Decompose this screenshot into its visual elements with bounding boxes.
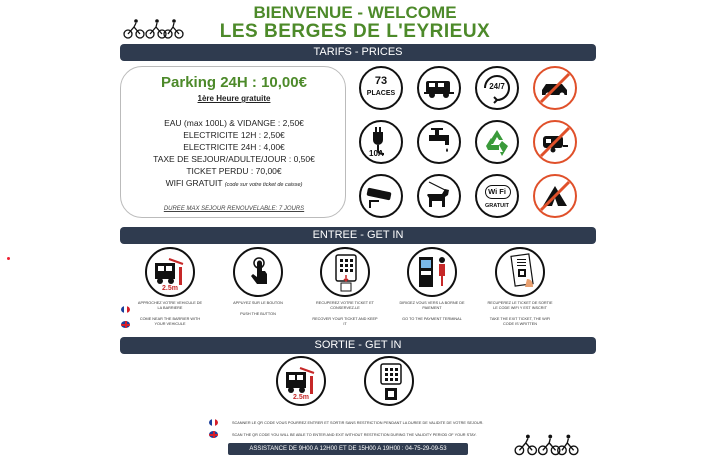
wifi-icon-sub: GRATUIT bbox=[484, 203, 510, 209]
price-line: ELECTRICITE 12H : 2,50€ bbox=[183, 130, 285, 140]
french-flag-icon bbox=[209, 419, 218, 426]
entree-step-ticket bbox=[311, 247, 379, 327]
sortie-text-en: SCAN THE QR CODE YOU WILL BE ABLE TO ENTER AND EXIT WITHOUT RESTRICTION DURING THE VALIDITY PERIOD OF YOUR STAY. bbox=[232, 433, 477, 437]
ticket-machine-icon bbox=[320, 247, 370, 297]
uk-flag-icon bbox=[209, 431, 218, 438]
price-line: EAU (max 100L) & VIDANGE : 2,50€ bbox=[164, 118, 304, 128]
pricing-panel bbox=[120, 66, 346, 218]
wifi-icon-label: Wi Fi bbox=[488, 187, 506, 196]
step-text-fr: APPROCHEZ VOTRE VEHICULE DE LA BARRIERE bbox=[137, 301, 203, 310]
height-limit-label: 2.5m bbox=[162, 285, 178, 292]
price-line-wifi bbox=[121, 177, 347, 191]
exit-ticket-icon bbox=[495, 247, 545, 297]
parking-price-title: Parking 24H : 10,00€ bbox=[161, 74, 307, 91]
step-text-fr: RECUPEREZ VOTRE TICKET ET CONSERVEZ-LE bbox=[316, 301, 374, 310]
step-text-fr: APPUYEZ SUR LE BOUTON bbox=[233, 301, 283, 305]
exit-barrier-icon bbox=[276, 356, 326, 406]
french-flag-icon bbox=[121, 306, 130, 313]
wifi-note: (code sur votre ticket de caisse) bbox=[224, 182, 303, 188]
step-text-en: RECOVER YOUR TICKET AND KEEP IT bbox=[312, 317, 378, 326]
sortie-step-barrier bbox=[267, 356, 335, 406]
amenities-grid bbox=[357, 66, 587, 218]
payment-terminal-icon bbox=[407, 247, 457, 297]
dogs-allowed-icon bbox=[417, 174, 461, 218]
places-label: PLACES bbox=[366, 90, 396, 97]
entree-step-exit-ticket bbox=[486, 247, 554, 327]
camper-van-icon bbox=[417, 66, 461, 110]
open-hours-label: 24/7 bbox=[489, 82, 505, 91]
entree-section-bar: ENTREE - GET IN bbox=[120, 227, 596, 244]
entree-step-button bbox=[224, 247, 292, 317]
electric-amp-label: 10A bbox=[369, 149, 384, 158]
no-caravan-icon bbox=[533, 120, 577, 164]
push-button-icon bbox=[233, 247, 283, 297]
price-line: TICKET PERDU : 70,00€ bbox=[186, 166, 282, 176]
qr-scanner-icon bbox=[364, 356, 414, 406]
no-cars-icon bbox=[533, 66, 577, 110]
step-text-fr: RECUPEREZ LE TICKET DE SORTIE LE CODE WIFI Y EST INSCRIT bbox=[487, 301, 553, 310]
places-count-icon bbox=[359, 66, 403, 110]
sortie-step-qr-scan bbox=[355, 356, 423, 406]
assistance-bar: ASSISTANCE DE 9H00 A 12H00 ET DE 15H00 A 19H00 : 04-75-29-09-53 bbox=[228, 443, 468, 455]
wifi-free-label: WIFI GRATUIT bbox=[165, 178, 223, 188]
price-line: TAXE DE SEJOUR/ADULTE/JOUR : 0,50€ bbox=[153, 154, 315, 164]
step-text-fr: DIRIGEZ VOUS VERS LA BORNE DE PAIEMENT bbox=[399, 301, 465, 310]
sortie-text-fr: SCANNER LE QR CODE VOUS POURREZ ENTRER ET SORTIR SANS RESTRICTION PENDANT LA DUREE DE VALIDITE DE VOTRE SEJOUR. bbox=[232, 421, 484, 425]
entree-step-payment bbox=[398, 247, 466, 322]
cyclists-logo-right bbox=[513, 433, 579, 457]
site-name: LES BERGES DE L'EYRIEUX bbox=[219, 21, 491, 42]
wifi-free-icon bbox=[475, 174, 519, 218]
step-text-en: GO TO THE PAYMENT TERMINAL bbox=[402, 317, 462, 321]
marker-dot bbox=[7, 257, 10, 260]
welcome-title: BIENVENUE - WELCOME bbox=[253, 3, 457, 22]
cctv-camera-icon bbox=[359, 174, 403, 218]
first-hour-free: 1ère Heure gratuite bbox=[197, 94, 271, 103]
height-limit-label: 2.5m bbox=[293, 394, 309, 401]
electric-plug-icon bbox=[359, 120, 403, 164]
water-tap-icon bbox=[417, 120, 461, 164]
open-24-7-icon bbox=[475, 66, 519, 110]
uk-flag-icon bbox=[121, 321, 130, 328]
barrier-approach-icon bbox=[145, 247, 195, 297]
entree-step-approach bbox=[136, 247, 204, 327]
sortie-section-bar: SORTIE - GET IN bbox=[120, 337, 596, 354]
step-text-en: TAKE THE EXIT TICKET, THE WIFI CODE IS WRITTEN bbox=[489, 317, 551, 326]
places-number: 73 bbox=[374, 75, 388, 87]
recycling-icon bbox=[475, 120, 519, 164]
no-camping-tent-icon bbox=[533, 174, 577, 218]
step-text-en: PUSH THE BUTTON bbox=[240, 312, 276, 316]
tarifs-section-bar: TARIFS - PRICES bbox=[120, 44, 596, 61]
step-text-en: COME NEAR THE BARRIER WITH YOUR VEHICULE bbox=[139, 317, 201, 326]
price-list bbox=[121, 117, 347, 191]
price-line: ELECTRICITE 24H : 4,00€ bbox=[183, 142, 285, 152]
max-stay-note: DUREE MAX SEJOUR RENOUVELABLE: 7 JOURS bbox=[163, 206, 305, 212]
